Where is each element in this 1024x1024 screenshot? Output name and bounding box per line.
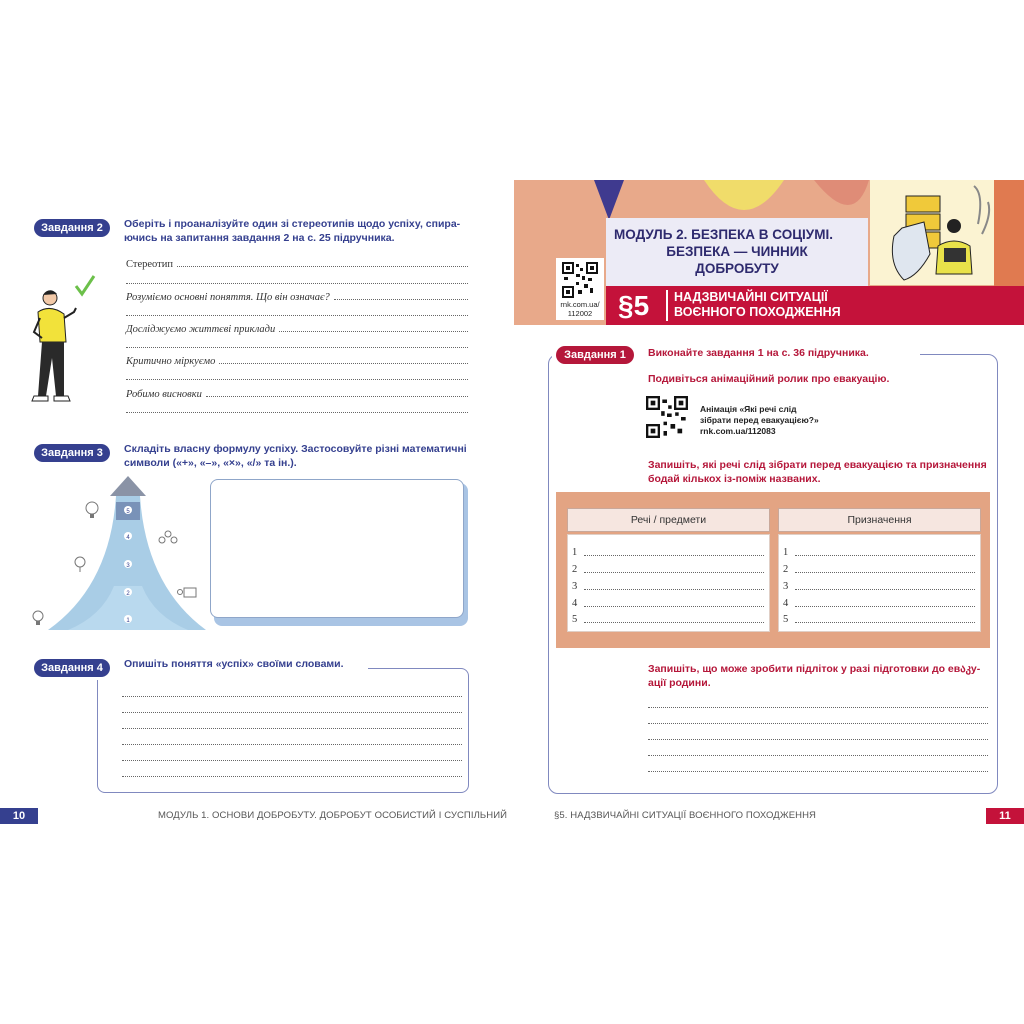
- checkmark-icon: [76, 276, 94, 294]
- task3-text: [124, 442, 469, 470]
- items-row-4[interactable]: [572, 596, 764, 609]
- stereotype-field[interactable]: [126, 256, 468, 270]
- row-number: 2: [783, 564, 789, 575]
- animation-caption-line2: зібрати перед евакуацією?»: [700, 415, 819, 425]
- conclusions-field[interactable]: [126, 386, 468, 400]
- module-title: [614, 226, 860, 277]
- row-number: 5: [783, 614, 789, 625]
- answer-line[interactable]: [122, 776, 462, 777]
- conclusions-label: Робимо висновки: [126, 389, 206, 400]
- section-title-line2: ВОЄННОГО ПОХОДЖЕННЯ: [674, 305, 841, 319]
- answer-line[interactable]: [126, 412, 468, 413]
- row-number: 4: [572, 598, 578, 609]
- answer-line[interactable]: [122, 744, 462, 745]
- task2-text-line2: ючись на запитання завдання 2 на с. 25 підручника.: [124, 232, 395, 244]
- stereotype-label: Стереотип: [126, 259, 177, 270]
- items-row-5[interactable]: [572, 612, 764, 625]
- formula-answer-box[interactable]: [210, 479, 464, 618]
- items-row-1[interactable]: [572, 545, 764, 558]
- row-number: 2: [572, 564, 578, 575]
- task1-badge: Завдання 1: [556, 346, 634, 364]
- answer-line[interactable]: [122, 712, 462, 713]
- qr-caption-line2: 112002: [567, 309, 593, 318]
- task1-text4: [648, 662, 993, 690]
- task2-text-line1: Оберіть і проаналізуйте один зі стереотипів щодо успіху, спира-: [124, 218, 461, 230]
- task4-frame: [97, 668, 469, 793]
- table-header-items: Речі / предмети: [567, 508, 770, 532]
- task2-text: [124, 217, 469, 245]
- task3-text-line1: Складіть власну формулу успіху. Застосовуйте різні математичні: [124, 443, 467, 455]
- qr-caption: [556, 300, 604, 318]
- task1-text3: [648, 458, 993, 486]
- task1-text4-line1: Запишіть, що може зробити підліток у разі підготовки до евაკу-: [648, 663, 981, 675]
- answer-line[interactable]: [122, 696, 462, 697]
- table-header-purpose: Призначення: [778, 508, 981, 532]
- task4-badge: Завдання 4: [34, 659, 110, 677]
- module-title-line1: МОДУЛЬ 2. БЕЗПЕКА В СОЦІУМІ.: [614, 227, 833, 242]
- pyramid-level-4: 4: [126, 535, 130, 541]
- task1-text2: Подивіться анімаційний ролик про евакуацію.: [648, 373, 890, 385]
- task1-text3-line1: Запишіть, які речі слід зібрати перед евакуацією та призначення: [648, 459, 987, 471]
- section-divider: [666, 290, 668, 321]
- concept-label: Розуміємо основні поняття. Що він означає?: [126, 292, 334, 303]
- purpose-row-5[interactable]: [783, 612, 975, 625]
- answer-line[interactable]: [122, 728, 462, 729]
- section-title-line1: НАДЗВИЧАЙНІ СИТУАЦІЇ: [674, 290, 828, 304]
- page-number-left: 10: [0, 808, 38, 824]
- trophy-icon: [86, 502, 98, 518]
- critical-label: Критично міркуємо: [126, 356, 219, 367]
- answer-line[interactable]: [126, 379, 468, 380]
- shield-icon: [892, 222, 930, 280]
- footer-text-right: §5. НАДЗВИЧАЙНІ СИТУАЦІЇ ВОЄННОГО ПОХОДЖЕННЯ: [554, 810, 817, 821]
- module-banner: [514, 180, 1024, 325]
- section-title: [674, 290, 841, 320]
- answer-line[interactable]: [122, 760, 462, 761]
- pyramid-level-5: 5: [126, 509, 130, 515]
- teacher-icon: [178, 588, 197, 597]
- answer-line[interactable]: [648, 739, 988, 740]
- animation-caption: [700, 404, 819, 437]
- plant-icon: [974, 186, 989, 234]
- page-number-right: 11: [986, 808, 1024, 824]
- security-illustration: [874, 184, 992, 284]
- task1-text1: Виконайте завдання 1 на с. 36 підручника.: [648, 347, 869, 359]
- examples-field[interactable]: [126, 321, 468, 335]
- purpose-row-3[interactable]: [783, 579, 975, 592]
- people-icon: [159, 531, 177, 543]
- examples-label: Досліджуємо життєві приклади: [126, 324, 279, 335]
- thinking-person-illustration: [28, 272, 98, 412]
- answer-line[interactable]: [648, 707, 988, 708]
- animation-link[interactable]: rnk.com.ua/112083: [700, 426, 776, 436]
- purpose-row-2[interactable]: [783, 562, 975, 575]
- purpose-row-1[interactable]: [783, 545, 975, 558]
- row-number: 5: [572, 614, 578, 625]
- task4-text: Опишіть поняття «успіх» своїми словами.: [124, 658, 344, 670]
- answer-line[interactable]: [126, 283, 468, 284]
- module-title-line2: БЕЗПЕКА — ЧИННИК: [666, 244, 808, 259]
- task1-text3-line2: бодай кількох із-поміж названих.: [648, 473, 821, 485]
- success-pyramid: [28, 476, 210, 634]
- pyramid-level-3: 3: [126, 563, 130, 569]
- qr-caption-line1: rnk.com.ua/: [560, 300, 600, 309]
- task1-text4-line2: ації родини.: [648, 677, 711, 689]
- task2-badge: Завдання 2: [34, 219, 110, 237]
- row-number: 3: [783, 581, 789, 592]
- paragraph-number: §5: [618, 290, 650, 321]
- items-row-2[interactable]: [572, 562, 764, 575]
- answer-line[interactable]: [648, 755, 988, 756]
- qr-code-icon[interactable]: [562, 262, 598, 298]
- pyramid-level-1: 1: [126, 618, 130, 624]
- person-laptop-icon: [936, 219, 972, 274]
- critical-field[interactable]: [126, 353, 468, 367]
- answer-line[interactable]: [126, 347, 468, 348]
- row-number: 1: [783, 547, 789, 558]
- task3-text-line2: символи («+», «–», «×», «/» та ін.).: [124, 457, 297, 469]
- answer-line[interactable]: [126, 315, 468, 316]
- task3-badge: Завдання 3: [34, 444, 110, 462]
- globe-icon: [75, 557, 85, 572]
- pyramid-level-2: 2: [126, 591, 130, 597]
- lightbulb-icon: [33, 611, 43, 625]
- row-number: 4: [783, 598, 789, 609]
- row-number: 1: [572, 547, 578, 558]
- answer-line[interactable]: [648, 771, 988, 772]
- animation-caption-line1: Анімація «Які речі слід: [700, 404, 797, 414]
- row-number: 3: [572, 581, 578, 592]
- answer-line[interactable]: [648, 723, 988, 724]
- items-row-3[interactable]: [572, 579, 764, 592]
- footer-text-left: МОДУЛЬ 1. ОСНОВИ ДОБРОБУТУ. ДОБРОБУТ ОСОБИСТИЙ І СУСПІЛЬНИЙ: [158, 810, 508, 821]
- animation-qr-icon[interactable]: [646, 396, 688, 438]
- purpose-row-4[interactable]: [783, 596, 975, 609]
- module-title-line3: ДОБРОБУТУ: [695, 261, 779, 276]
- concept-field[interactable]: [126, 289, 468, 303]
